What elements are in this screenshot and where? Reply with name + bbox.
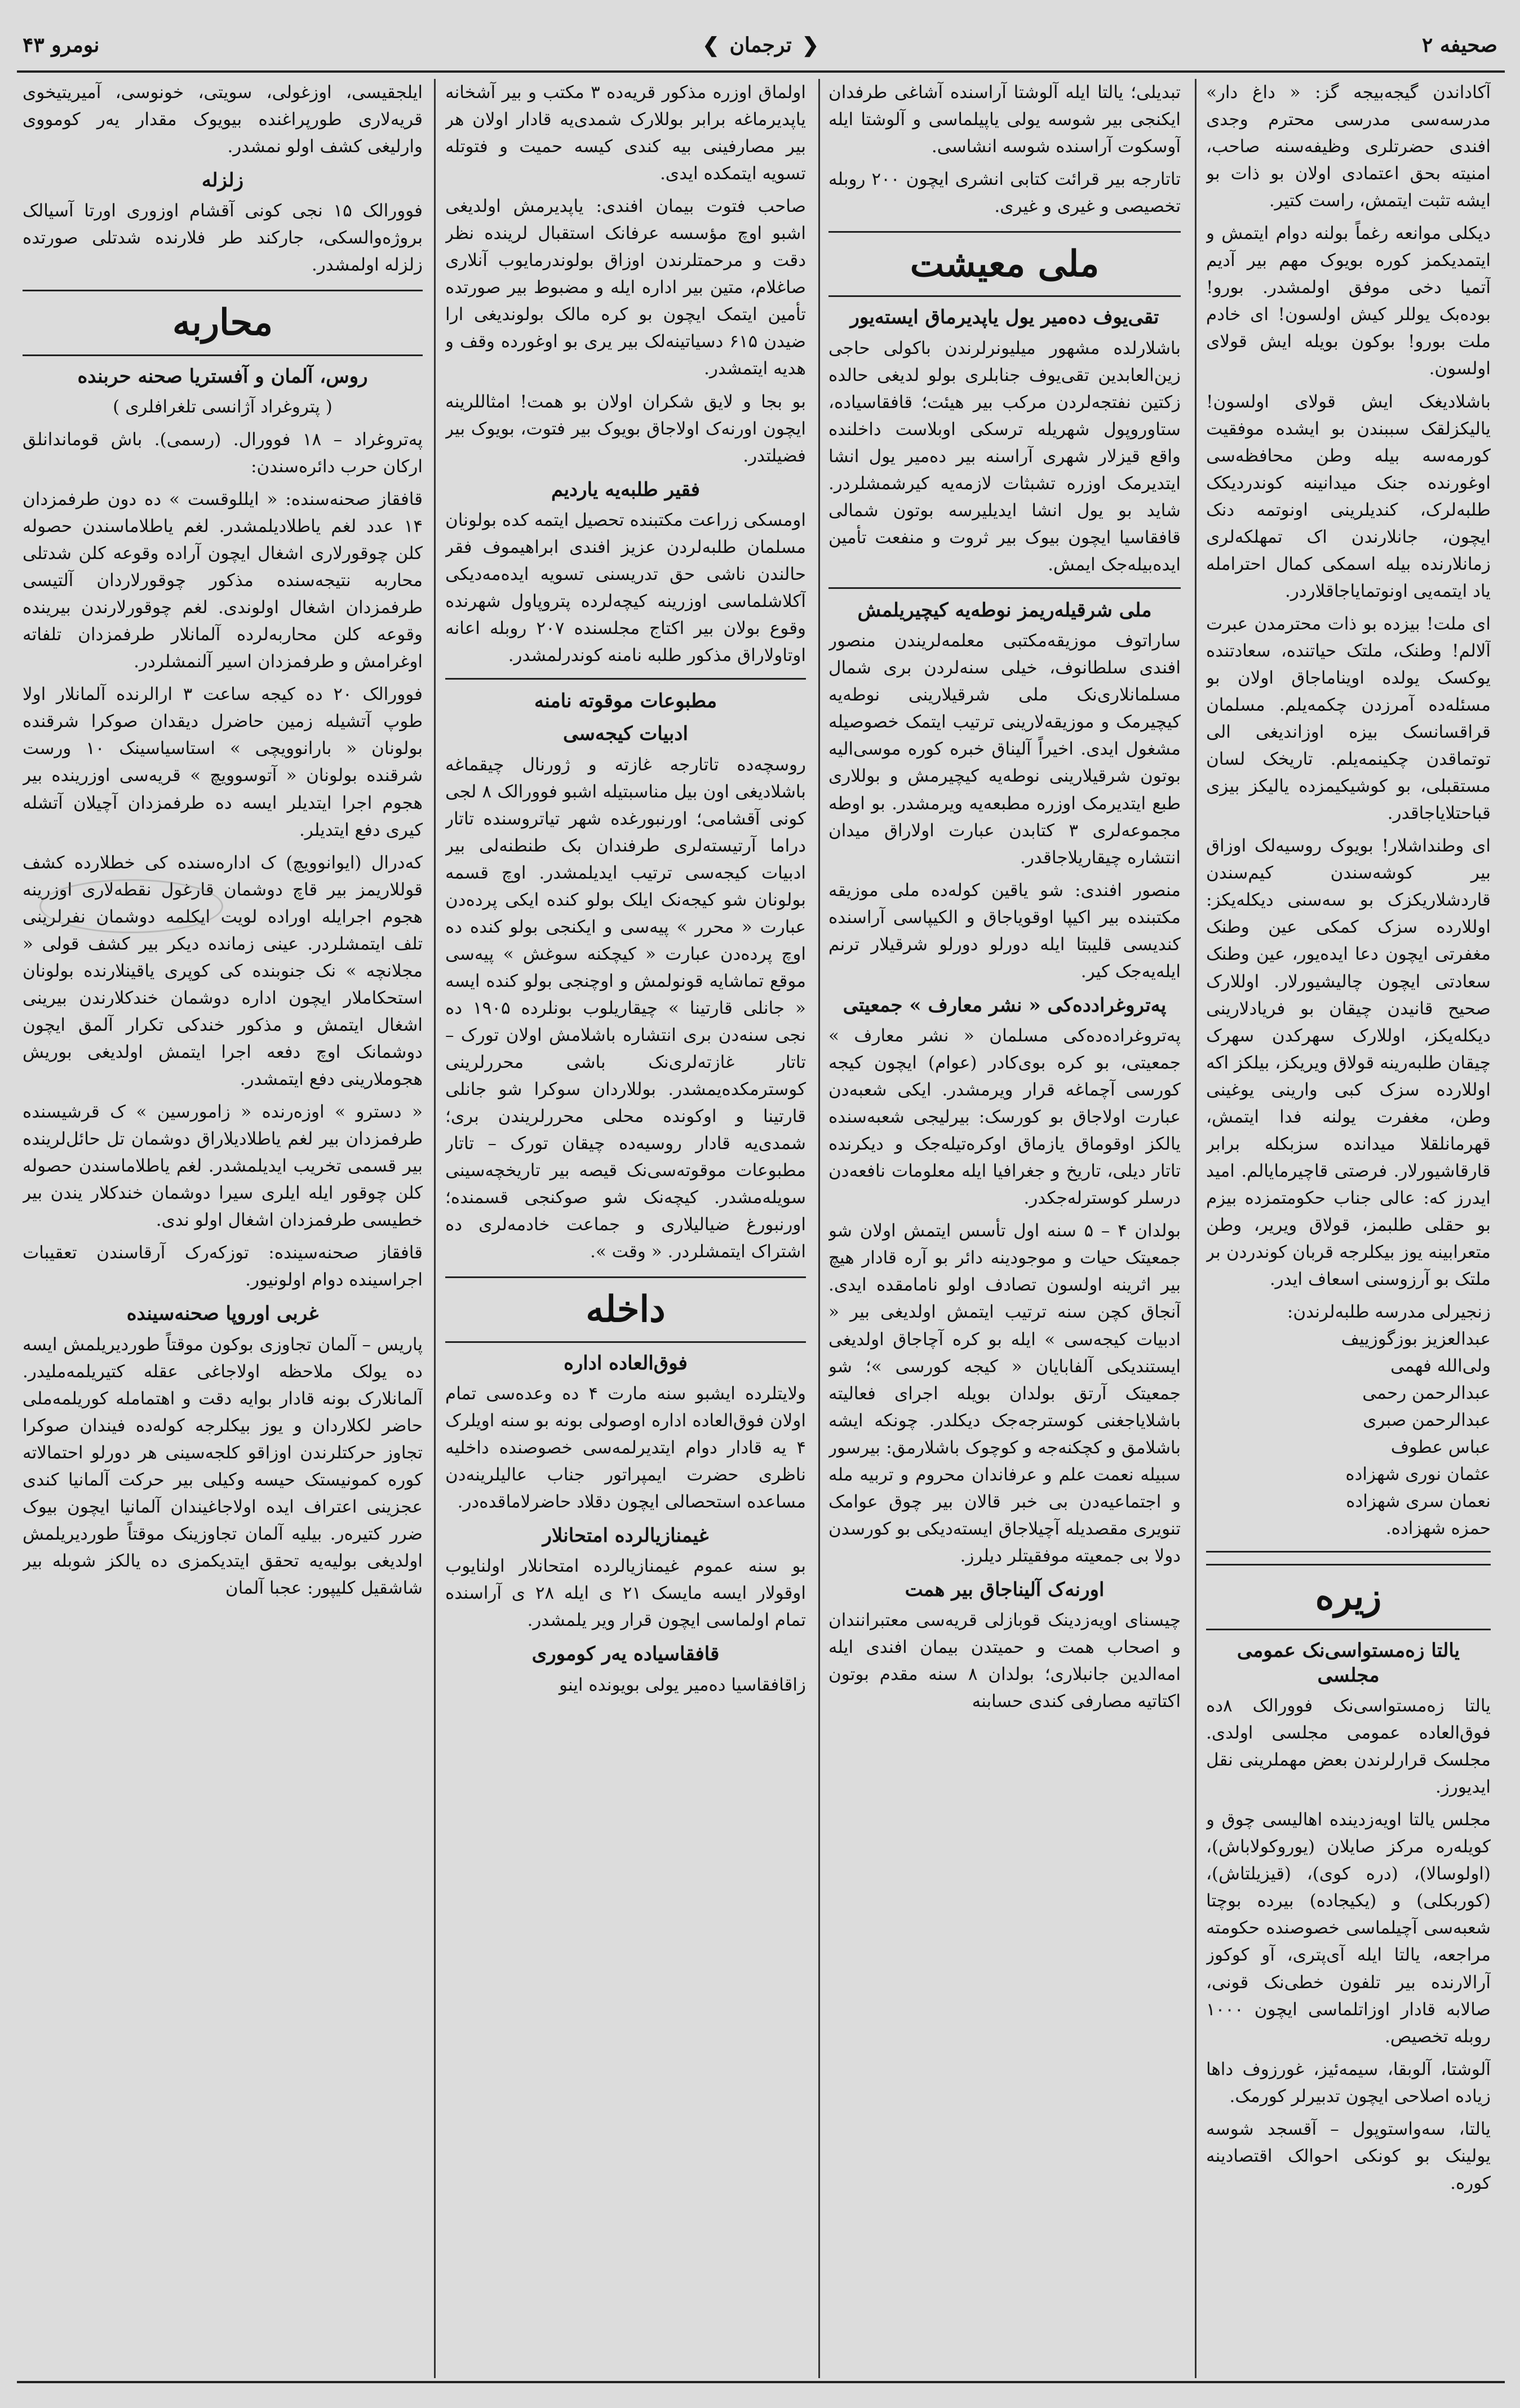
article-paragraph: باشلادیغک ایش قولای اولسون! یالیکزلقک سببندن بو ایشده موفقیت کورمه‌سه بیله وطن محافظه‌سی اوغورنده جنک میدانینه کوندردیکک طلبه‌لرک، کندیلرینی اونوتمه دنک ایچون، جانلارندن اک تمهلکه‌لری زمانلارنده بیله اسمکی کمال احترامله یاد ایتمه‌یی اونوتمایاجاقلاردر. — [1206, 391, 1491, 601]
list-item: حمزه شهزاده. — [1385, 1518, 1491, 1539]
article-paragraph: منصور افندی: شو یاقین کوله‌ده ملی موزیقه مکتبنده بیر اکیپا اوقویاجاق و الکیپاسی آراسنده کندیسی قلیبتا ایله دورلو دورلو شرقیلار ترنم ایله‌یه‌جک کیر. — [828, 880, 1181, 982]
article-paragraph: فوورالک ۲۰ ده کیجه ساعت ۳ ارالرنده آلمانلار اولا طوپ آتشیله زمین حاضرل دیقدان صوکرا شرقنده بولونان « بارانوویچی » استاسیاسینک ۱۰ ورست شرقنده بولونان « آتوسوویچ » قریه‌سی اوزرینده بیر هجوم اجرا ایتدیلر ایسه ده طرفمزدان آچیلان آتشله کیری دفع ایتدیلر. — [23, 684, 423, 840]
section-banner: ملی معیشت — [828, 231, 1181, 297]
article-paragraph: بو بجا و لایق شکران اولان بو همت! امثاللرینه ایچون اورنه‌ک اولاجاق بویوک بیر فتوت، بویوک بیر فضیلتدر. — [445, 391, 806, 466]
footer-rule — [17, 2381, 1505, 2383]
article-headline: مطبوعات موقوته نامنه — [534, 690, 717, 713]
article-paragraph: دیکلی موانعه رغماً بولنه دوام ایتمش و ایتمدیکمز کوره بویوک مهم بیر آدیم آتمیا دخی موفق اولمشدر. بورو! بوده‌بک یوللر کیش اولسون! ای خادم ملت بورو! بوکون بویله ایش قولای اولسون. — [1206, 223, 1491, 379]
article-paragraph: مجلس یالتا اویه‌زدینده اهالیسی چوق و کویله‌ره مرکز صایلان (یوروکولاباش)، (اولوسالا)، (دره کوی)، (قیزیلتاش)، (کوربکلی) و (یکیجاده) بیرده بوچتا شعبه‌سی آچیلماسی خصوصنده حکومته مراجعه، یالتا ایله آی‌پتری، آو کوکوز آرالارنده بیر تلفون خطی‌نک قونی، صالابه قادار اوزاتلماسی ایچون ۱۰۰۰ روبله تخصیص. — [1206, 1810, 1491, 2047]
newspaper-title: ترجمان — [729, 33, 792, 57]
article-paragraph: یالتا، سه‌واستوپول – آقسجد شوسه یولینک بو کونکی احوالک اقتصادینه کوره. — [1206, 2118, 1491, 2193]
column-separator — [1195, 79, 1196, 2378]
article-headline: ملی شرقیله‌ریمز نوطه‌یه کیچیریلمش — [857, 599, 1152, 622]
ornament-right-icon: ❯ — [702, 33, 720, 57]
article-paragraph: اولماق اوزره مذکور قریه‌ده ۳ مکتب و بیر آشخانه یاپدیرماغه برابر بوللارک شمدی‌یه قادار اولان هر بیر مصارفینی بیه کندی کیسه حمیت و فتوتله تسویه ایتمکده ایدی. — [445, 82, 806, 184]
masthead — [702, 33, 819, 57]
article-paragraph: ساراتوف موزیقه‌مکتبی معلمه‌لریندن منصور افندی سلطانوف، خیلی سنه‌لردن بری شمال مسلمانلاری‌نک ملی شرقیلارینی نوطه‌یه کیچیرمک و موزیقه‌لارینی ترتیب ایتمک خصوصیله مشغول ایدی. اخیراً آلیناق خبره کوره موسی‌الیه بوتون شرقیلارینی نوطه‌یه کیچیرمش و بوللاری طبع ایتدیرمک اوزره مطبعه‌یه ویرمشدر. بو اوطه مجموعه‌لری ۳ کتابدن عبارت اولاراق میدان انتشاره چیقاریلاجاقدر. — [828, 631, 1181, 868]
column-separator — [818, 79, 820, 2378]
article-paragraph: تبدیلی؛ یالتا ایله آلوشتا آراسنده آشاغی طرفدان ایکنجی بیر شوسه یولی یاپیلماسی و آلوشتا ایله آوسکوت آراسنده شوسه انشاسی. — [828, 82, 1181, 157]
page-header — [23, 23, 1497, 68]
article-paragraph: یالتا زه‌مستواسی‌نک فوورالک ۸ده فوق‌العاده عمومی مجلسی اولدی. مجلسک قرارلرندن بعض مهملرینی نقل ایدیورز. — [1206, 1696, 1491, 1798]
article-headline: ادبیات کیجه‌سی — [563, 722, 688, 746]
section-divider — [828, 587, 1181, 589]
article-headline: اورنه‌ک آلیناجاق بیر همت — [905, 1578, 1105, 1601]
list-item: ولی‌الله فهمی — [1390, 1356, 1491, 1377]
list-item: عباس عطوف — [1390, 1437, 1491, 1458]
column-3 — [445, 79, 806, 2378]
list-item: عبدالرحمن صبری — [1363, 1410, 1491, 1431]
list-item: عثمان نوری شهزاده — [1345, 1464, 1491, 1485]
list-heading: زنجیرلی مدرسه طلبه‌لرندن: — [1287, 1302, 1491, 1323]
article-headline: غیمنازیالرده امتحانلار — [542, 1524, 709, 1547]
article-subhead: ( پتروغراد آژانسی تلغرافلری ) — [113, 396, 333, 417]
article-paragraph: روسچه‌ده تاتارجه غازته و ژورنال چیقماغه باشلادیغی اون بیل مناسبتیله اشبو فوورالک ۸ لجی کونی آقشامی؛ اورنبورغده شهر تیاتروسنده تاتار دراما آرتیسته‌لری طرفندان بک طنطنه‌لی بیر ادبیات کیجه‌سی ترتیب ایدیلمشدر. اوچ قسمه بولونان شو کیجه‌نک ایلک بولو کنده ایکی پرده‌دن عبارت « محرر » پیه‌سی و ایکنجی بولو کنده ده اوچ پرده‌دن عبارت « کیچکنه سوغش » پیه‌سی موقع تماشایه قونولمش و اوچنجی بولو کنده ایسه « جانلی قارتینا » چیقاریلوب بونلرده ۱۹۰۵ ده نجی سنه‌دن بری انتشاره باشلامش اولان تورک – تاتار غازته‌لری‌نک باشی محررلرینی کوسترمکده‌یمشدر. بوللاردان سوکرا شو جانلی قارتینا و اوکونده محلی محررلریندن بری؛ شمدی‌یه قادار روسیه‌ده چیقان تورک – تاتار مطبوعات موقوته‌سی‌نک قیصه بیر تاریخچه‌سینی سویله‌مشدر. کیچه‌نک شو صوکنجی قسمنده؛ اورنبورغ ضیالیلاری و جماعت خادمه‌لری ده اشتراک ایتمشلردر. « وقت ». — [445, 754, 806, 1262]
article-paragraph: په‌تروغراد – ۱۸ فوورال. (رسمی). باش قوماندانلق ارکان حرب دائره‌سندن: — [23, 429, 423, 477]
article-headline: غربی اوروپا صحنه‌سینده — [126, 1302, 319, 1325]
article-paragraph: اومسکی زراعت مکتبنده تحصیل ایتمه کده بولونان مسلمان طلبه‌لردن عزیز افندی ابراهیموف فقر حالندن ناشی حق تدریسنی تسویه ایده‌مه‌دیکی آکلاشلماسی اوزرینه کیچه‌لرده پتروپاول شهرنده وقوع بولان بیر اکتاج مجلسنده ۲۰۷ روبله اعانه اوتاولاراق مذکور طلبه نامنه کوندرلمشدر. — [445, 509, 806, 666]
article-paragraph: صاحب فتوت بیمان افندی: یاپدیرمش اولدیغی اشبو اوچ مؤسسه عرفانک استقبال لرینده نظر دقت و مرحمتلرندن اوزاق بولوندرمایوب آنلاری صاغلام، متین بیر اداره ایله و مضبوط بیر صورتده تأمین ایتمک ایچون بو کره مالک بولوندیغی ارا ضیدن ۶۱۵ دسیاتینه‌لک بیر یری بو اوغورده وقف و هدیه ایتمشدر. — [445, 196, 806, 379]
article-paragraph: باشلارلده مشهور میلیونرلرندن باکولی حاجی زین‌العابدین تقی‌یوف جنابلری بولو لدیغی حالده زکتین نفتجه‌لردن مرکب بیر هیئت؛ قافقاسیاده، ستاوروپول شهریله ترسکی اوبلاست داخلنده واقع قیزلار شهری آراسنه بیر ده‌میر یول انشا ایتدیرمک اوزره تشبثات لازمه‌یه کیرشمشلردر. شاید بو یول انشا ایدیلیرسه بوتون شمالی قافقاسیا ایچون بیوک بیر ثروت و منفعت تأمین ایده‌بیله‌جک ایمش. — [828, 338, 1181, 575]
article-paragraph: چیسنای اویه‌زدینک قوبازلی قریه‌سی معتبرانندان و اصحاب همت و حمیتدن بیمان افندی ایله امه‌الدین جانبلاری؛ بولدان ۸ سنه مقدم بوتون اکتاتیه مصارفی کندی حسابنه — [828, 1610, 1181, 1712]
ornament-left-icon: ❮ — [801, 33, 819, 57]
section-divider — [1206, 1551, 1491, 1553]
article-headline: روس، آلمان و آفستریا صحنه حربنده — [77, 365, 368, 388]
column-4 — [23, 79, 423, 2378]
section-banner: داخله — [445, 1276, 806, 1342]
signatories-list — [1206, 1298, 1491, 1542]
list-item: نعمان سری شهزاده — [1346, 1491, 1491, 1512]
section-banner: زیره — [1206, 1564, 1491, 1630]
article-paragraph: قافقاز صحنه‌سنده: « ایللوقست » ده دون طرفمزدان ۱۴ عدد لغم یاطلادیلمشدر. لغم یاطلاماسندن حصوله کلن چوقورلاری اشغال ایچون آراده وقوعه کلن شدتلی محاربه نتیجه‌سنده مذکور چوقورلاردان آلتیسی طرفمزدان اشغال اولوندی. لغم چوقورلارندن بیرینده وقوعه کلن محاربه‌لرده آلمانلار طرفمزدان تلفاته اوغرامش و طرفمزدان اسیر آلنمشلردر. — [23, 489, 423, 672]
article-headline: په‌تروغراد‌ده‌کی « نشر معارف » جمعیتی — [843, 994, 1167, 1017]
article-paragraph: آکاداندن گیجه‌بیجه گز: « داغ دار» مدرسه‌سی مدرسی محترم وجدی افندی حضرتلری وظیفه‌سنه صاحب، امنیته بحق اعتمادی اولان بو ذات بو ایشه تثبت ایتمش، راست کتیر. — [1206, 82, 1491, 211]
article-paragraph: بو سنه عموم غیمنازیالرده امتحانلار اولنایوب اوقولار ایسه مایسک ۲۱ ی ایله ۲۸ ی آراسنده تمام اولماسی ایچون قرار ویر یلمشدر. — [445, 1556, 806, 1631]
column-2 — [828, 79, 1181, 2378]
article-paragraph: آلوشتا، آلوبقا، سیمه‌ئیز، غورزوف داها زیاده اصلاحی ایچون تدبیرلر کورمک. — [1206, 2059, 1491, 2107]
article-paragraph: تاتارجه بیر قرائت کتابی انشری ایچون ۲۰۰ روبله تخصیصی و غیری و غیری. — [828, 169, 1181, 217]
section-divider — [445, 678, 806, 680]
article-paragraph: « دسترو » اوزه‌رنده « زامورسین » ک قرشیسنده طرفمزدان بیر لغم یاطلادیلاراق دوشمان تل حائل‌لرینده بیر قسمی تخریب ایدیلمشدر. لغم یاطلاماسندن حصوله کلن چوقور ایله ایلری سیرا دوشمان خندکلار یندن بیر خطیسی طرفمزدان اشغال اولو ندی. — [23, 1102, 423, 1231]
article-headline: قافقاسیاده یه‌ر کوموری — [531, 1643, 720, 1666]
page-number-label: صحیفه ۲ — [1421, 33, 1497, 57]
list-item: عبدالرحمن رحمی — [1362, 1383, 1491, 1404]
article-headline: فوق‌العاده اداره — [564, 1351, 688, 1374]
header-rule — [17, 70, 1505, 73]
article-paragraph: ولایتلرده ایشبو سنه مارت ۴ ده وعده‌سی تمام اولان فوق‌العاده اداره اوصولی بونه بو سنه اویلرک ۴ یه قادار دوام ایتدیرلمه‌سی خصوصنده داخلیه ناظری حضرت ایمپراتور جناب عالیلرینه‌دن مساعده استحصالی ایچون دقلاد حاضرلاماقده‌در. — [445, 1383, 806, 1512]
issue-number-label: نومرو ۴۳ — [23, 33, 100, 57]
article-paragraph: قافقاز صحنه‌سینده: توزکه‌رک آرقاسندن تعقیبات اجراسینده دوام اولونیور. — [23, 1243, 423, 1291]
section-banner: محاربه — [23, 290, 423, 356]
column-separator — [434, 79, 436, 2378]
article-headline: فقیر طلبه‌یه یاردیم — [551, 478, 701, 501]
article-paragraph: ایلجقیسی، اوزغولی، سویتی، خونوسی، آمیریتیخوی قریه‌لاری طورپراغنده بیویوک مقدار یه‌ر کومووی وارلیغی کشف اولو نمشدر. — [23, 82, 423, 157]
article-paragraph: که‌درال (ایوانوویچ) ک اداره‌سنده کی خطلارده کشف قوللاریمز بیر قاچ دوشمان قارغول نقطه‌لاری اوزرینه هجوم اجرایله اوراده لویت ایکلمه دوشمان نفرلرینی تلف ایتمشلردر. عینی زمانده دیکر بیر کشف قولی « مجلانچه » نک جنوبنده کی کوپری یاقینلارنده بولونان استحکاملار ایچون اداره دوشمان خندکلارندن بیرینی اشغال ایتمش و مذکور خندکی تکرار آلمق ایچون دوشمانک اوچ دفعه اجرا ایتمش اولدیغی بوریش هجوملارینی دفع ایتمشدر. — [23, 852, 423, 1089]
article-paragraph: زاقافقاسیا ده‌میر یولی بویونده اینو — [559, 1674, 806, 1695]
article-paragraph: فوورالک ۱۵ نجی کونی آقشام اوزوری اورتا آسیالک بروژه‌والسکی، جارکند طر فلارنده شدتلی صورتده زلزله اولمشدر. — [23, 201, 423, 276]
article-headline: یالتا زه‌مستواسی‌نک عمومی مجلسی — [1237, 1639, 1460, 1687]
article-paragraph: په‌تروغراده‌ده‌کی مسلمان « نشر معارف » جمعیتی، بو کره بوی‌کادر (عوام) ایچون کیجه کورسی آچماغه قرار ویرمشدر. ایکی شعبه‌دن عبارت اولاجاق بو کورسک: بیرلیجی شعبه‌سنده یالکز اوقوماق یازماق اوکره‌تیله‌جک و دیکرنده تاتار دیلی، تاریخ و جغرافیا ایله معلومات نافعه‌دن درسلر کوسترله‌جکدر. — [828, 1026, 1181, 1209]
article-paragraph: ای ملت! بیزده بو ذات محترمدن عبرت آلالم! وطنک، ملتک حیاتنده، سعادتنده یوکسک یولده اویناماجاق اولان بو مسئله‌ده آمرزدن چکمه‌یلم. مسلمان قراقسانسک بیزه اوزاندیغی الی توتماقدن چکینمه‌یلم. تاریخک لسان مستقبلی، بو کوشیکیمزده یالیکز بیزی قباحتلایاجاقدر. — [1206, 613, 1491, 824]
faded-stamp — [39, 879, 223, 933]
column-1 — [1206, 79, 1491, 2378]
article-headline: تقی‌یوف ده‌میر یول یاپدیرماق ایسته‌یور — [850, 306, 1159, 329]
article-headline: زلزله — [201, 169, 244, 192]
list-item: عبدالعزیز بوزگوزییف — [1341, 1329, 1491, 1350]
article-paragraph: پاریس – آلمان تجاوزی بوکون موقتاً طورد‌یریلمش ایسه ده یولک ملاحظه اولاجاغی عقله کتیریلمه‌ملیدر. آلمانلارک بونه قادار بوایه دقت و اهتمامله کوریلمه‌ملی حاضر لکلاردان و یوز بیکلرجه کوله‌ده فیندان صوکرا تجاوز حرکتلرندن اوزاقو کلجه‌سینی هر دورلو احتمالاته کوره کمونیستک حیسه وکیلی بیر حرکت آلمانیا کندی عجزینی اعتراف ایده اولاجاغیندان آلمانیا ایچون بیوک ضرر کتیره‌ر. بیلیه آلمان تجاوزینک موقتاً طوردیریلمش اولدیغی بولیه‌یه تحقق ایتدیکمزی ده یالکز شوبله بیر شاشقیل کلیپور: عجبا آلمان — [23, 1334, 423, 1598]
article-paragraph: بولدان ۴ – ۵ سنه اول تأسس ایتمش اولان شو جمعیتک حیات و موجودینه دائر بو آره قادار هیچ بیر اثرینه اولسون تصادف اولو نامامقده ایدی. آنجاق کچن سنه ترتیب ایتمش اولدیغی بیر « ادبیات کیجه‌سی » ایله بو کره آچاجاق اولدیغی ایستندیکی آلفابایان « کیجه کورسی »؛ شو جمعیتک آرتق بولدان بویله اجرای فعالیته باشلایاجغنی کوسترجه‌جک دیکلدر. چونکه ایشه باشلامق و کچکنه‌جه و کوچوک باشلارمق: بیرسور سبیله نعمت علم و عرفاندان محروم و تربیه مله و اجتماعیه‌دن بی خبر قالان بیر چوق عوامک تنویری مقصدیله آچیلاجاق ایسته‌دیکی بو کورسدن دولا بی جمعیته موفقیتلر دیلرز. — [828, 1221, 1181, 1566]
article-paragraph: ای وطنداشلار! بویوک روسیه‌لک اوزاق بیر کوشه‌سندن کیم‌سندن قاردشلاریکزک بو سه‌سنی دیکله‌یکز: اوللارده سزک کمکی عین وطنک مغفرتی ایچون دعا ایده‌یور، عین وطنک سعادتی ایچون چالیشیورلار. اوللارک صحیح قانیدن چیقان بو فریادلارینی دیکله‌یکز، اوللارک سهرکدن سهرک چیقان طلبه‌رینه قولاق ویریکز، بیلکز اکه اوللارده سزک کبی وارینی یوغینی وطن، مغفرت یولنه فدا ایتمش، قهرمانلقلا میدانده سزبکله برابر قارقاشیورلار. فرصتی قاچیرمایالم. امید ایدرز که: عالی جناب حکومتمزده بیزم بو حقلی طلبمز، قولاق ویریر، وطن متعرابینه یوز بیکلرجه قربان کوندردن بر ملتک بو آرزوسنی اسعاف ایدر. — [1206, 836, 1491, 1290]
